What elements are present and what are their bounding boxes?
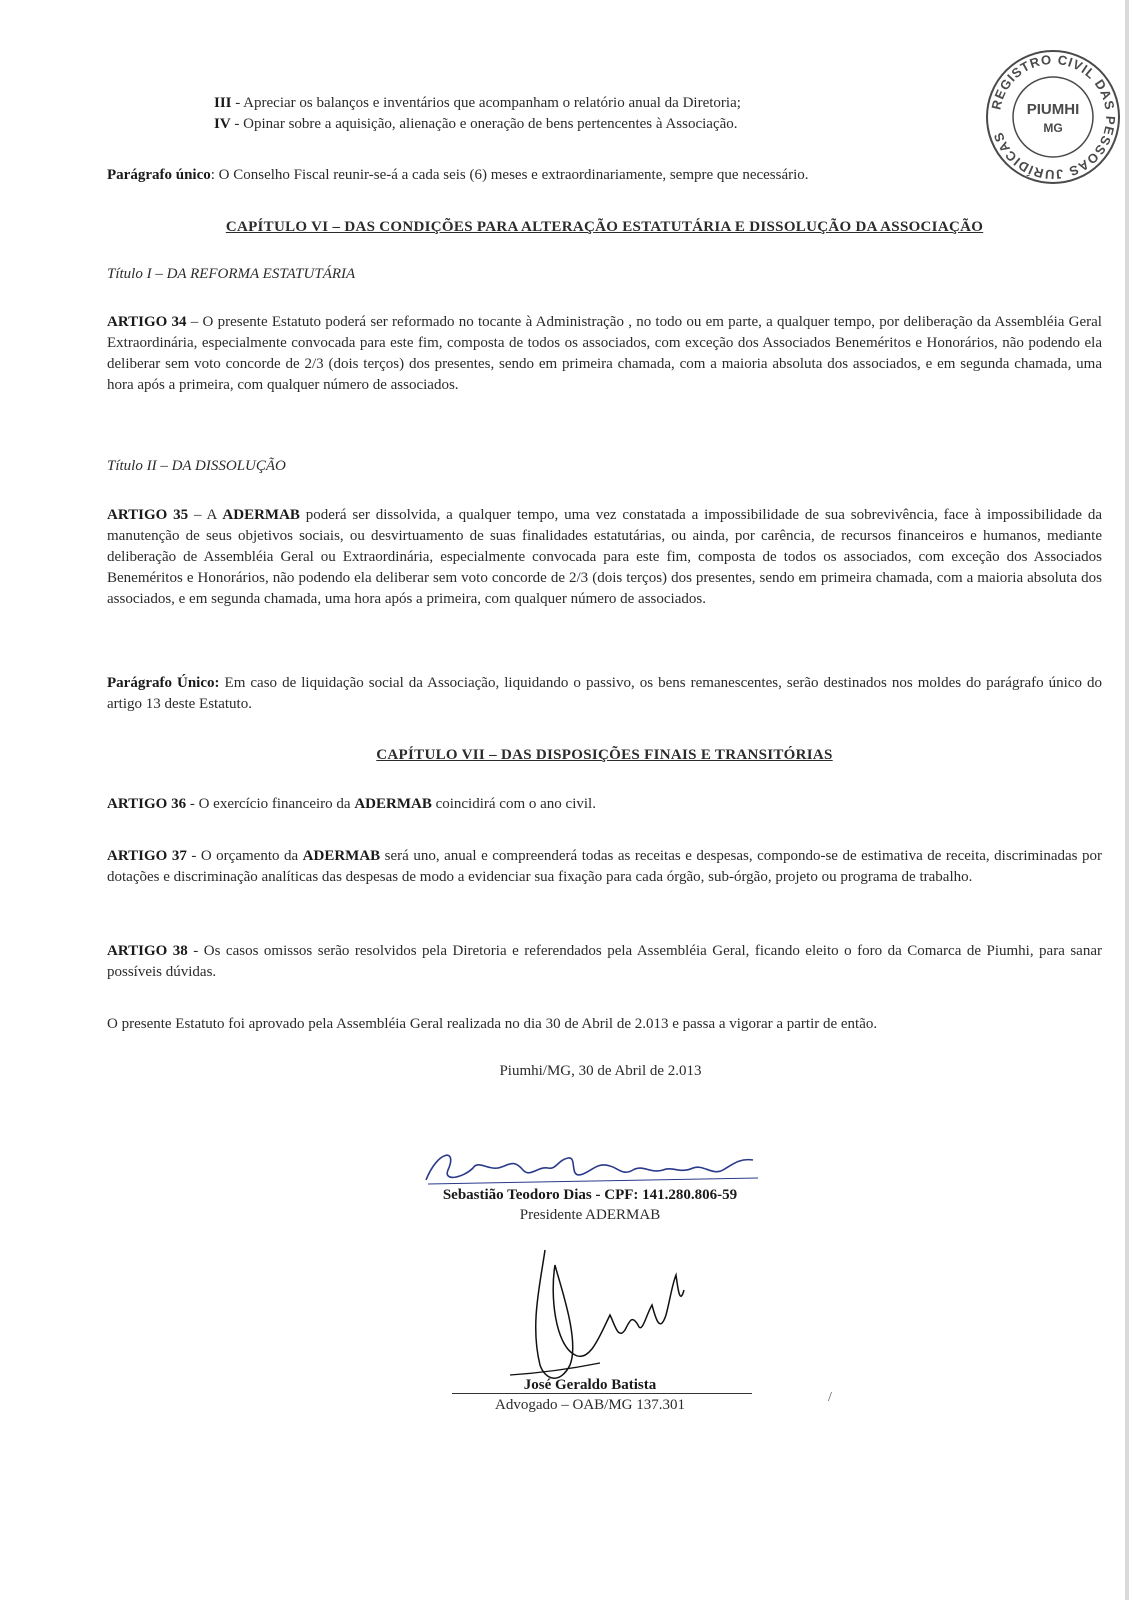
item-iii-text: - Apreciar os balanços e inventários que acompanham o relatório anual da Diretoria; xyxy=(231,95,741,111)
titulo-i-heading: Título I – DA REFORMA ESTATUTÁRIA xyxy=(107,266,356,282)
paragrafo-unico-2-label: Parágrafo Único: xyxy=(107,675,220,691)
paragrafo-unico-liquidacao xyxy=(107,673,1102,715)
seal-center-city: PIUMHI xyxy=(1026,101,1080,118)
artigo-38 xyxy=(107,941,1102,983)
item-iv-text: - Opinar sobre a aquisição, alienação e oneração de bens pertencentes à Associação. xyxy=(230,116,738,132)
paragrafo-unico-2-text: Em caso de liquidação social da Associação, liquidando o passivo, os bens remanescentes, serão destinados nos moldes do parágrafo único do artigo 13 deste Estatuto. xyxy=(107,675,1102,712)
artigo-34-text: – O presente Estatuto poderá ser reformado no tocante à Administração , no todo ou em parte, a qualquer tempo, por deliberação da Assembléia Geral Extraordinária, especialmente convocada para este fim, composta de todos os associados, com exceção dos Associados Beneméritos e Honorários, não podendo ela deliberar sem voto concorde de 2/3 (dois terços) dos presentes, sendo em primeira chamada, com a maioria absoluta dos associados, e em segunda chamada, uma hora após a primeira, com qualquer número de associados. xyxy=(107,314,1102,393)
artigo-34-label: ARTIGO 34 xyxy=(107,314,187,330)
artigo-37: ARTIGO 37 - O orçamento da ADERMAB será uno, anual e compreenderá todas as receitas e despesas, compondo-se de estimativa de receita, discriminadas por dotações e discriminação analíticas das despesas de modo a evidenciar sua fixação para cada órgão, sub-órgão, projeto ou programa de trabalho. xyxy=(107,848,1102,885)
scan-edge xyxy=(1125,0,1129,1600)
paragrafo-unico-1-text: : O Conselho Fiscal reunir-se-á a cada seis (6) meses e extraordinariamente, sempre que necessário. xyxy=(210,167,809,183)
signatory-2-role: Advogado – OAB/MG 137.301 xyxy=(495,1397,685,1413)
artigo-34 xyxy=(107,312,1102,396)
org-name: ADERMAB xyxy=(302,848,381,864)
org-name: ADERMAB xyxy=(354,796,432,812)
approval-statement: O presente Estatuto foi aprovado pela Assembléia Geral realizada no dia 30 de Abril de 2.013 e passa a vigorar a partir de então. xyxy=(107,1016,878,1032)
chapter-vii-heading: CAPÍTULO VII – DAS DISPOSIÇÕES FINAIS E TRANSITÓRIAS xyxy=(376,747,833,763)
paragrafo-unico-conselho xyxy=(107,165,1102,186)
item-iii-label: III xyxy=(214,95,232,111)
item-iv-label: IV xyxy=(214,116,231,132)
seal-center-state: MG xyxy=(1043,121,1063,135)
signature-lawyer xyxy=(500,1245,720,1395)
artigo-37-label: ARTIGO 37 xyxy=(107,848,187,864)
signatory-1-role: Presidente ADERMAB xyxy=(519,1207,661,1223)
signatory-1-name: Sebastião Teodoro Dias - CPF: 141.280.806-59 xyxy=(442,1187,738,1203)
artigo-38-text: - Os casos omissos serão resolvidos pela Diretoria e referendados pela Assembléia Geral, ficando eleito o foro da Comarca de Piumhi, para sanar possíveis dúvidas. xyxy=(107,943,1102,980)
artigo-35: ARTIGO 35 – A ADERMAB poderá ser dissolvida, a qualquer tempo, uma vez constatada a impossibilidade de sua sobrevivência, face à impossibilidade da manutenção de seus objetivos sociais, ou desvirtuamento de suas finalidades estatutárias, ou ainda, por carência, de recursos financeiros e humanos, mediante deliberação de Assembléia Geral ou Extraordinária, especialmente convocada para este fim, composta de todos os associados, com exceção dos Associados Beneméritos e Honorários, não podendo ela deliberar sem voto concorde de 2/3 (dois terços) dos presentes, sendo em primeira chamada, com a maioria absoluta dos associados, e em segunda chamada, uma hora após a primeira, com qualquer número de associados. xyxy=(107,507,1102,607)
place-date: Piumhi/MG, 30 de Abril de 2.013 xyxy=(499,1063,702,1079)
artigo-35-text: poderá ser dissolvida, a qualquer tempo, uma vez constatada a impossibilidade de sua sobrevivência, face à impossibilidade da manutenção de seus objetivos sociais, ou desvirtuamento de suas finalidades estatutárias, ou ainda, por carência, de recursos financeiros e humanos, mediante deliberação de Assembléia Geral ou Extraordinária, especialmente convocada para este fim, composta de todos os associados, com exceção dos Associados Beneméritos e Honorários, não podendo ela deliberar sem voto concorde de 2/3 (dois terços) dos presentes, sendo em primeira chamada, com a maioria absoluta dos associados, e em segunda chamada, uma hora após a primeira, com qualquer número de associados. xyxy=(107,507,1102,607)
paragrafo-unico-1-label: Parágrafo único xyxy=(107,167,211,183)
seal-ring-text: REGISTRO CIVIL DAS PESSOAS JURÍDICAS xyxy=(988,51,1119,183)
pen-mark: / xyxy=(828,1390,832,1405)
signature-2-block xyxy=(380,1375,800,1415)
artigo-38-label: ARTIGO 38 xyxy=(107,943,188,959)
artigo-35-label: ARTIGO 35 xyxy=(107,507,189,523)
titulo-ii-heading: Título II – DA DISSOLUÇÃO xyxy=(107,458,286,474)
org-name: ADERMAB xyxy=(222,507,300,523)
items-iii-iv xyxy=(107,93,1102,135)
artigo-36: ARTIGO 36 - O exercício financeiro da ADERMAB coincidirá com o ano civil. xyxy=(107,796,596,812)
chapter-vi-heading: CAPÍTULO VI – DAS CONDIÇÕES PARA ALTERAÇÃO ESTATUTÁRIA E DISSOLUÇÃO DA ASSOCIAÇÃO xyxy=(225,219,984,235)
artigo-36-label: ARTIGO 36 xyxy=(107,796,187,812)
signature-1-block xyxy=(380,1185,800,1225)
signatory-2-name: José Geraldo Batista xyxy=(523,1377,657,1393)
